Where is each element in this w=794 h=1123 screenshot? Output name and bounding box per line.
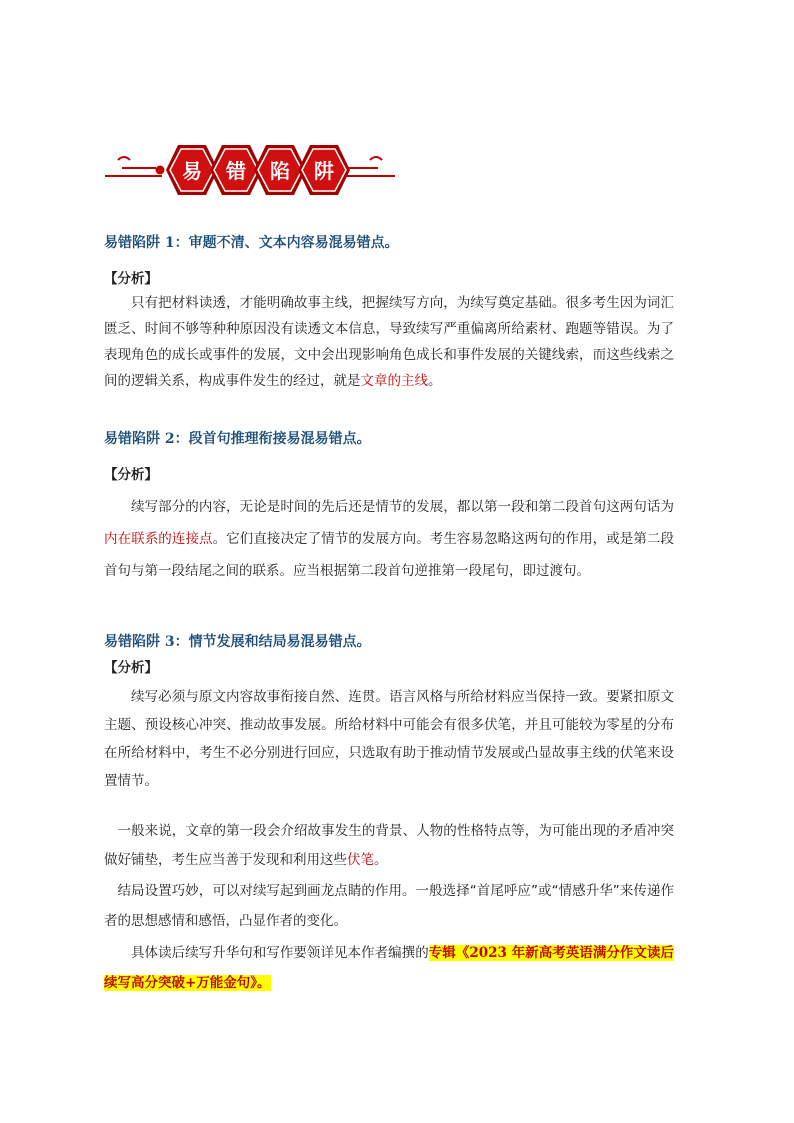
trap-3-p2-text-end: 。: [374, 852, 388, 868]
trap-3-paragraph-1: 续写必须与原文内容故事衔接自然、连贯。语言风格与所给材料应当保持一致。要紧扣原文主题、预设核心冲突、推动故事发展。所给材料中可能会有很多伏笔，并且可能较为零星的分布在所给材料中，考生不必分别进行回应，只选取有助于推动情节发展或凸显故事主线的伏笔来设置情节。: [104, 689, 674, 789]
banner-left-ornament: [105, 157, 164, 176]
banner-char-4: 阱: [314, 159, 334, 183]
trap-3-paragraph-2: [104, 817, 674, 875]
trap-3-p4-text: 具体读后续写升华句和写作要领详见本作者编撰的: [131, 945, 429, 961]
trap-2-text-end: 。它们直接决定了情节的发展方向。考生容易忽略这两句的作用，或是第二段首句与第一段结尾之间的联系。应当根据第二段首句逆推第一段尾句，即过渡句。: [104, 531, 675, 579]
trap-1-paragraph: [104, 290, 674, 394]
album-reference-highlight: 专辑《2023 年新高考英语满分作文读后续写高分突破+万能金句》。: [104, 945, 675, 991]
trap-2-highlight: 内在联系的连接点: [104, 531, 213, 547]
trap-1-highlight: 文章的主线: [360, 373, 428, 389]
banner-char-2: 错: [226, 159, 246, 183]
banner-char-1: 易: [182, 159, 202, 183]
trap-3-title: 易错陷阱 3：情节发展和结局易混易错点。: [104, 634, 371, 650]
banner-char-3: 陷: [270, 159, 290, 183]
trap-2-analysis-label: 【分析】: [104, 467, 158, 483]
trap-1-title: 易错陷阱 1：审题不清、文本内容易混易错点。: [104, 235, 399, 251]
trap-1-text-end: 。: [428, 373, 442, 389]
trap-1-text: 只有把材料读透，才能明确故事主线，把握续写方向，为续写奠定基础。很多考生因为词汇匮乏、时间不够等种种原因没有读透文本信息，导致续写严重偏离所给素材、跑题等错误。为了表现角色的成长或事件的发展，文中会出现影响角色成长和事件发展的关键线索，而这些线索之间的逻辑关系，构成事件发生的经过，就是: [104, 295, 674, 389]
trap-1-analysis-label: 【分析】: [104, 271, 158, 287]
trap-3-p2-text: 一般来说，文章的第一段会介绍故事发生的背景、人物的性格特点等，为可能出现的矛盾冲突做好铺垫，考生应当善于发现和利用这些: [104, 823, 674, 868]
trap-3-paragraph-4: [104, 938, 674, 998]
trap-2-paragraph: [104, 491, 674, 587]
section-banner: [100, 140, 400, 200]
trap-3-analysis-label: 【分析】: [104, 660, 158, 676]
trap-3-paragraph-3: 结局设置巧妙，可以对续写起到画龙点睛的作用。一般选择“首尾呼应”或“情感升华”来传递作者的思想感情和感悟，凸显作者的变化。: [104, 883, 674, 929]
trap-3-p2-highlight: 伏笔: [347, 852, 374, 868]
trap-2-title: 易错陷阱 2：段首句推理衔接易混易错点。: [104, 431, 371, 447]
trap-2-text: 续写部分的内容，无论是时间的先后还是情节的发展，都以第一段和第二段首句这两句话为: [131, 499, 674, 515]
